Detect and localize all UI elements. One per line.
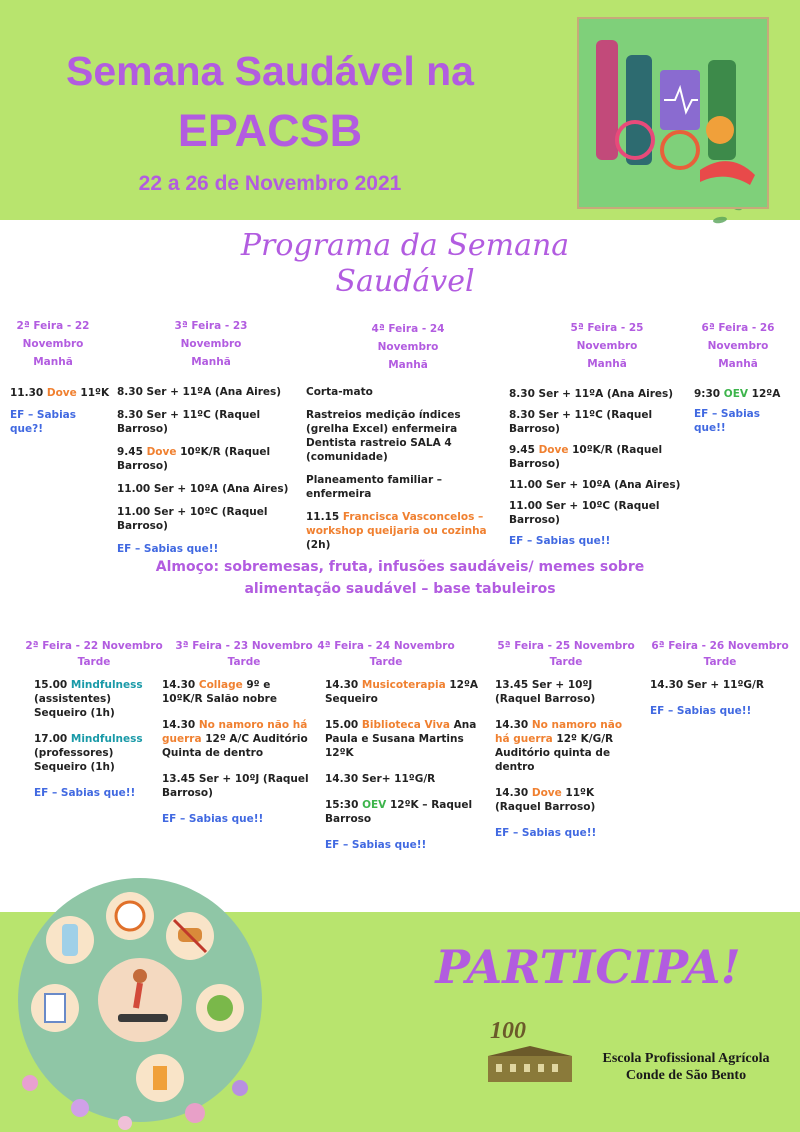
activity-name: Biblioteca Viva [361,719,450,731]
morning-column-monday [10,386,110,444]
schedule-item [509,499,694,527]
activity-name: EF – Sabias que!! [117,543,219,555]
schedule-text: 11.00 Ser + 10ºC (Raquel Barroso) [117,506,268,532]
salad-icon [207,995,233,1021]
program-title-line-2: Saudável [335,264,475,299]
month-label: Novembro [576,340,638,352]
schedule-text: 9º e 10ºK/R Salão nobre [162,679,277,705]
clock-icon [116,902,144,930]
schedule-item [325,798,485,826]
schedule-text: 13.45 Ser + 10ºJ (Raquel Barroso) [495,679,596,705]
schedule-text: 11ºK [76,387,110,399]
schedule-item [495,718,640,774]
bottle-shape [596,40,618,160]
schedule-item [117,505,307,533]
day-label: 5ª Feira - 25 Novembro [497,640,635,652]
period-label: Tarde [549,656,583,668]
basketball-icon [706,116,734,144]
activity-name: Francisca Vasconcelos – workshop queijaria ou cozinha [306,511,487,537]
lunch-line-1: Almoço: sobremesas, fruta, infusões saudáveis/ memes sobre [155,559,645,575]
schedule-text: Ana Paula e Susana Martins 12ºK [325,719,477,759]
treadmill-icon [118,1014,168,1022]
period-label: Tarde [703,656,737,668]
day-label: 3ª Feira - 23 [174,320,248,332]
activity-name: Dove [531,787,562,799]
school-name-line-2: Conde de São Bento [625,1068,747,1083]
schedule-text: Corta-mato [306,386,373,398]
activity-name: EF – Sabias que!! [509,535,611,547]
schedule-text: 14.30 [162,719,199,731]
schedule-text: 9.45 [117,446,147,458]
activity-name: No namoro não há guerra [162,719,308,745]
schedule-text: 17.00 [34,733,71,745]
schedule-text: 11.00 Ser + 10ºA (Ana Aires) [117,483,289,495]
period-label: Manhã [718,358,758,370]
month-label: Novembro [22,338,84,350]
schedule-text: (assistentes) Sequeiro (1h) [34,693,115,719]
healthy-habits-illustration [10,868,270,1132]
day-label: 6ª Feira - 26 [701,322,775,334]
event-dates: 22 a 26 de Novembro 2021 [138,172,402,195]
month-label: Novembro [707,340,769,352]
day-label: 3ª Feira - 23 Novembro [175,640,313,652]
schedule-item [162,812,314,826]
schedule-text: 11.00 Ser + 10ºC (Raquel Barroso) [509,500,660,526]
participa-heading: PARTICIPA! [435,940,741,994]
schedule-item [117,445,307,473]
period-label: Manhã [587,358,627,370]
morning-day-header [168,317,254,371]
schedule-text: 14.30 Ser + 11ºG/R [650,679,764,691]
morning-day-header [563,319,651,373]
school-building-icon [486,1044,576,1086]
activity-name: Mindfulness [70,733,143,745]
schedule-item [162,772,314,800]
afternoon-day-header [486,638,646,670]
activity-name: No namoro não há guerra [495,719,623,745]
schedule-text: 8.30 Ser + 11ºA (Ana Aires) [509,388,674,400]
schedule-item [117,482,307,496]
afternoon-column-wednesday [325,678,485,864]
afternoon-column-tuesday [162,678,314,838]
schedule-text: 11ºK (Raquel Barroso) [495,787,596,813]
activity-name: Musicoterapia [361,679,446,691]
schedule-text: 11.15 [306,511,343,523]
juice-icon [153,1066,167,1090]
schedule-text: 14.30 Ser+ 11ºG/R [325,773,436,785]
schedule-text: 8.30 Ser + 11ºA (Ana Aires) [117,386,282,398]
schedule-item [306,408,506,464]
day-label: 2ª Feira - 22 Novembro [25,640,163,652]
schedule-item [495,786,640,814]
morning-column-thursday [509,387,694,555]
bottle-shape [626,55,652,165]
schedule-text: 10ºK/R (Raquel Barroso) [509,444,663,470]
period-label: Tarde [369,656,403,668]
schedule-text: 14.30 [325,679,362,691]
schedule-text: 8.30 Ser + 11ºC (Raquel Barroso) [509,409,653,435]
schedule-item [10,408,110,436]
runner-body [136,983,140,1008]
morning-day-header [364,320,452,374]
day-label: 2ª Feira - 22 [16,320,90,332]
morning-column-wednesday [306,385,506,561]
schedule-text: 14.30 [495,787,532,799]
schedule-item [650,704,790,718]
schedule-text: (professores) Sequeiro (1h) [34,747,115,773]
activity-name: EF – Sabias que!! [162,813,264,825]
activity-name: EF – Sabias que!! [650,705,752,717]
schedule-text: 11.30 [10,387,47,399]
schedule-text: 12º K/G/R Auditório quinta de dentro [495,733,614,773]
lunch-note [100,556,700,600]
schedule-item [650,678,790,692]
schedule-text: 12º A/C Auditório Quinta de dentro [162,733,308,759]
morning-day-header [14,317,92,371]
bottle-shape [708,60,736,160]
day-label: 4ª Feira - 24 [371,323,445,335]
schedule-item [34,732,144,774]
activity-name: OEV [723,388,749,400]
schedule-text: 15:30 [325,799,363,811]
period-label: Manhã [388,359,428,371]
schedule-text: 12ºK – Raquel Barroso [325,799,473,825]
centenary-logo-number: 100 [490,1018,526,1044]
schedule-text: 15.00 [325,719,362,731]
schedule-item [306,473,506,501]
schedule-text: 10ºK/R (Raquel Barroso) [117,446,271,472]
schedule-text: 12ºA Sequeiro [325,679,479,705]
schedule-text: 9.45 [509,444,539,456]
schedule-item [10,386,110,400]
schedule-item [694,407,794,435]
activity-name: EF – Sabias que!! [34,787,136,799]
schedule-item [325,718,485,760]
afternoon-day-header [640,638,800,670]
afternoon-day-header [316,638,456,670]
schedule-item [509,534,694,548]
schedule-text: 8.30 Ser + 11ºC (Raquel Barroso) [117,409,261,435]
schedule-item [509,408,694,436]
schedule-text: Planeamento familiar – enfermeira [306,474,443,500]
schedule-item [325,772,485,786]
day-label: 5ª Feira - 25 [570,322,644,334]
schedule-text: 14.30 [495,719,532,731]
schedule-item [117,385,307,399]
month-label: Novembro [180,338,242,350]
schedule-item [306,510,506,552]
school-name [586,1050,786,1084]
schedule-item [495,826,640,840]
title-line-2: EPACSB [177,105,363,156]
day-label: 4ª Feira - 24 Novembro [317,640,455,652]
schedule-item [306,385,506,399]
schedule-item [325,678,485,706]
runner-head [133,969,147,983]
day-label: 6ª Feira - 26 Novembro [651,640,789,652]
schedule-item [34,786,144,800]
activity-name: EF – Sabias que!! [694,408,761,434]
activity-name: Dove [146,446,177,458]
activity-name: OEV [362,799,387,811]
activity-name: Collage [198,679,243,691]
schedule-text: 14.30 [162,679,199,691]
schedule-item [162,718,314,760]
lunch-line-2: alimentação saudável – base tabuleiros [244,581,556,597]
morning-column-friday [694,387,794,441]
activity-name: EF – Sabias que?! [10,409,77,435]
month-label: Novembro [377,341,439,353]
morning-column-tuesday [117,385,307,565]
schedule-item [34,678,144,720]
schedule-text: (2h) [306,539,331,551]
schedule-item [509,443,694,471]
title-line-1: Semana Saudável na [66,48,474,94]
schedule-text: Rastreios medição índices (grelha Excel) enfermeira Dentista rastreio SALA 4 (comunidade) [306,409,461,463]
schedule-text: 9:30 [694,388,724,400]
activity-name: Dove [46,387,77,399]
period-label: Manhã [33,356,73,368]
period-label: Tarde [77,656,111,668]
schedule-text: 13.45 Ser + 10ºJ (Raquel Barroso) [162,773,309,799]
program-title [200,228,610,300]
afternoon-column-friday [650,678,790,730]
morning-day-header [696,319,780,373]
checklist-icon [45,994,65,1022]
schedule-item [325,838,485,852]
schedule-item [117,542,307,556]
schedule-text: 15.00 [34,679,71,691]
period-label: Tarde [227,656,261,668]
sports-illustration [560,0,790,230]
activity-name: EF – Sabias que!! [325,839,427,851]
afternoon-day-header [174,638,314,670]
schedule-item [495,678,640,706]
schedule-item [694,387,794,401]
school-name-line-1: Escola Profissional Agrícola [602,1051,770,1066]
activity-name: Mindfulness [70,679,143,691]
schedule-text: 12ºA [748,388,781,400]
period-label: Manhã [191,356,231,368]
afternoon-column-thursday [495,678,640,852]
schedule-text: 11.00 Ser + 10ºA (Ana Aires) [509,479,681,491]
schedule-item [162,678,314,706]
program-title-line-1: Programa da Semana [240,228,570,263]
water-bottle-icon [62,924,78,956]
afternoon-column-monday [34,678,144,812]
activity-name: EF – Sabias que!! [495,827,597,839]
schedule-item [509,478,694,492]
afternoon-day-header [24,638,164,670]
schedule-item [117,408,307,436]
activity-name: Dove [538,444,569,456]
schedule-item [509,387,694,401]
